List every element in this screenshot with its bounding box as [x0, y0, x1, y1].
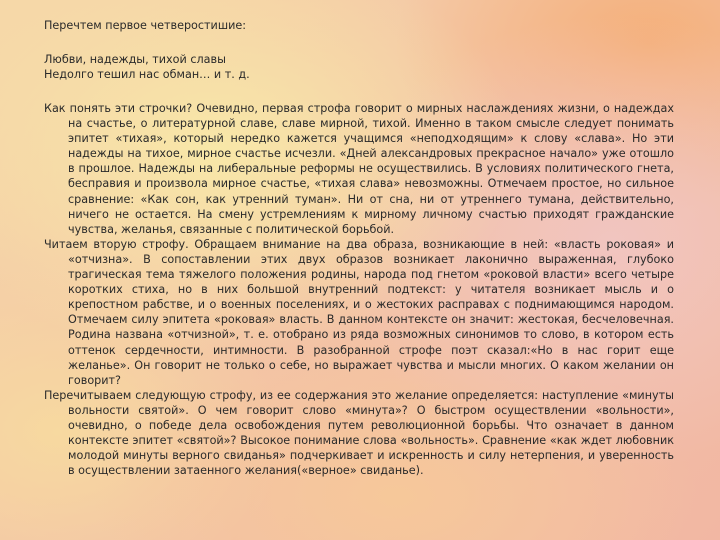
paragraph-second-stanza: Читаем вторую строфу. Обращаем внимание на два образа, возникающие в ней: «власть роковая» и «отчизна». В сопоставлении этих двух образов возникает лаконично выраженная, глубоко трагическая тема тяжелого положения родины, народа под гнетом «роковой власти» всего четыре коротких стиха, но в них большой внутренний подтекст: у читателя возникает мысль и о крепостном рабстве, и о военных поселениях, и о жестоких расправах с поднимающимся народом. Отмечаем силу эпитета «роковая» власть. В данном контексте он значит: жестокая, бесчеловечная. Родина названа «отчизной», т. е. отобрано из ряда возможных синонимов то слово, в котором есть оттенок сердечности, интимности. В разобранной строфе поэт сказал:«Но в нас горит еще желанье». Он говорит не только о себе, но выражает чувства и мысли многих. О каком желании он говорит? — [44, 237, 674, 387]
verse-line: Любви, надежды, тихой славы — [44, 53, 226, 66]
paragraph-third-stanza: Перечитываем следующую строфу, из ее содержания это желание определяется: наступление «минуты вольности святой». О чем говорит слово «минута»? О быстром осуществлении «вольности», очевидно, о победе дела освобождения путем революционной борьбы. Что означает в данном контексте эпитет «святой»? Высокое понимание слова «вольность». Сравнение «как ждет любовник молодой минуты верного свиданья» подчеркивает и искренность и силу нетерпения, и уверенность в осуществлении затаенного желания(«верное» свиданье). — [44, 388, 674, 478]
slide-content — [44, 18, 674, 478]
paragraph-first-stanza: Как понять эти строчки? Очевидно, первая строфа говорит о мирных наслаждениях жизни, о надеждах на счастье, о литературной славе, славе мирной, тихой. Именно в таком смысле следует понимать эпитет «тихая», который нередко кажется учащимся «неподходящим» к слову «слава». Но эти надежды на тихое, мирное счастье исчезли. «Дней александровых прекрасное начало» уже отошло в прошлое. Надежды на либеральные реформы не осуществились. В условиях политического гнета, бесправия и произвола мирное счастье, «тихая слава» невозможны. Отмечаем простое, но сильное сравнение: «Как сон, как утренний туман». Ни от сна, ни от утреннего тумана, действительно, ничего не остается. На смену устремлениям к мирному личному счастью приходят гражданские чувства, желанья, связанные с политической борьбой. — [44, 102, 674, 236]
intro-line: Перечтем первое четверостишие: — [44, 19, 246, 32]
verse-quote — [44, 52, 674, 82]
verse-line: Недолго тешил нас обман… и т. д. — [44, 68, 250, 81]
